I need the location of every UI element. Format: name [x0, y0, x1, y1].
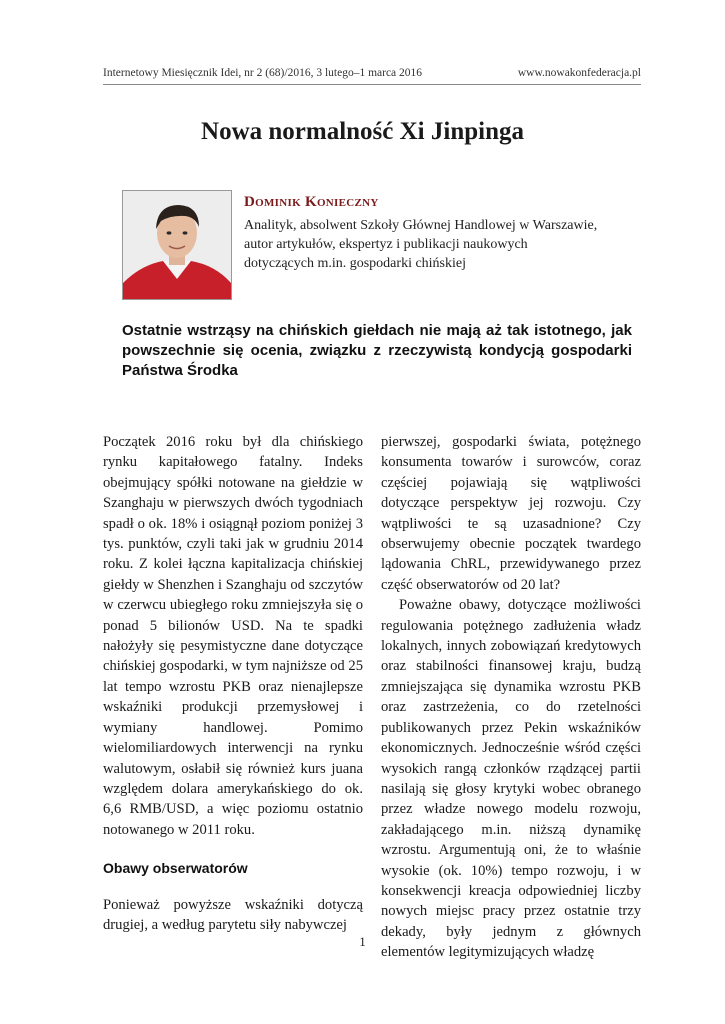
header-divider — [103, 84, 641, 85]
body-paragraph: Początek 2016 roku był dla chińskiego rynku kapitałowego fatalny. Indeks obejmujący spółki notowane na giełdzie w Szanghaju w pierwszych dwóch tygodniach spadł o ok. 18% i osiągnął poziom poniżej 3 tys. punktów, czyli taki jak w grudniu 2014 roku. Z kolei łączna kapitalizacja chińskiej giełdy w Shenzhen i Szanghaju od szczytów w czerwcu ubiegłego roku zmniejszyła się o ponad 5 bilionów USD. Na te spadki nałożyły się pesymistyczne dane dotyczące chińskiej gospodarki, w tym najniższe od 25 lat tempo wzrostu PKB oraz nienajlepsze wskaźniki produkcji przemysłowej i wymiany handlowej. Pomimo wielomiliardowych interwencji na rynku walutowym, osłabił się również kurs juana względem dolara amerykańskiego do ok. 6,6 RMB/USD, a więc poziomu ostatnio notowanego w 2011 roku. — [103, 434, 363, 838]
author-desc-line: autor artykułów, ekspertyz i publikacji naukowych — [244, 237, 528, 252]
author-info — [244, 194, 644, 273]
website-link[interactable]: www.nowakonfederacja.pl — [517, 67, 641, 79]
author-photo — [122, 190, 232, 300]
body-column-right — [381, 432, 641, 963]
article-lead: Ostatnie wstrząsy na chińskich giełdach nie mają aż tak istotnego, jak powszechnie się ocenia, związku z rzeczywistą kondycją gospodarki Państwa Środka — [122, 322, 632, 379]
page-number: 1 — [359, 934, 366, 949]
body-column-left — [103, 432, 363, 935]
running-header — [103, 67, 641, 79]
author-desc-line: Analityk, absolwent Szkoły Głównej Handlowej w Warszawie, — [244, 218, 598, 233]
article-title: Nowa normalność Xi Jinpinga — [201, 118, 524, 145]
journal-info: Internetowy Miesięcznik Idei, nr 2 (68)/2016, 3 lutego–1 marca 2016 — [103, 67, 423, 79]
author-portrait-icon — [123, 191, 231, 299]
author-description — [244, 216, 644, 273]
author-name: Dominik Konieczny — [244, 194, 379, 210]
section-subheading: Obawy obserwatorów — [103, 860, 248, 877]
author-desc-line: dotyczących m.in. gospodarki chińskiej — [244, 256, 466, 271]
body-paragraph: Ponieważ powyższe wskaźniki dotyczą drugiej, a według parytetu siły nabywczej — [103, 896, 363, 933]
body-paragraph: Poważne obawy, dotyczące możliwości regulowania potężnego zadłużenia władz lokalnych, innych zobowiązań kredytowych oraz stabilności finansowej kraju, budzą zmniejszająca się dynamika wzrostu PKB oraz zastrzeżenia, co do rzetelności publikowanych przez Pekin wskaźników ekonomicznych. Jednocześnie wśród części wysokich rangą członków rządzącej partii nasilają się głosy krytyki wobec obranego przez władze nowego modelu rozwoju, zakładającego m.in. niższą dynamikę wzrostu. Argumentują oni, że to właśnie wysokie (ok. 10%) tempo rozwoju, i w konsekwencji kreacja odpowiedniej liczby nowych miejsc pracy przez ostatnie trzy dekady, były jednym z głównych elementów legitymizujących władzę — [381, 597, 641, 961]
body-paragraph: pierwszej, gospodarki świata, potężnego konsumenta towarów i surowców, coraz częściej pojawiają się wątpliwości dotyczące perspektyw jej rozwoju. Czy wątpliwości te są uzasadnione? Czy obserwujemy obecnie początek twardego lądowania ChRL, przewidywanego przez część obserwatorów od 20 lat? — [381, 434, 641, 593]
